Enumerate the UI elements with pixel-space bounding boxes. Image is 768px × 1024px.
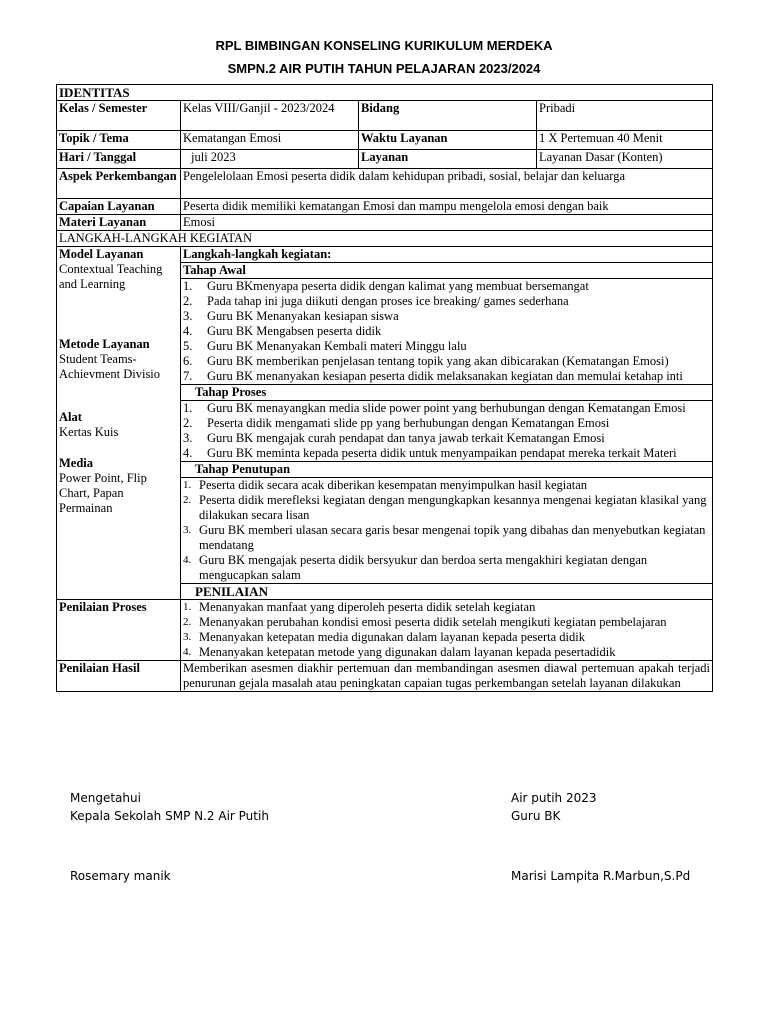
kegiatan-heading: Langkah-langkah kegiatan: (181, 247, 713, 263)
tahap-proses-heading: Tahap Proses (181, 385, 713, 401)
tahap-awal-item-number: 6. (183, 354, 193, 368)
layanan-info-column (57, 247, 181, 600)
kepala-sekolah-title: Kepala Sekolah SMP N.2 Air Putih (70, 809, 269, 823)
kelas-value: Kelas VIII/Ganjil - 2023/2024 (181, 101, 359, 131)
tahap-proses-item-number: 4. (183, 446, 193, 460)
tahap-awal-item-text: Guru BKmenyapa peserta didik dengan kalimat yang membuat bersemangat (207, 279, 589, 293)
tahap-awal-item (183, 339, 710, 354)
document-title-line1: RPL BIMBINGAN KONSELING KURIKULUM MERDEKA (215, 38, 553, 53)
waktu-label: Waktu Layanan (359, 131, 537, 150)
tahap-awal-item (183, 324, 710, 339)
tahap-penutupan-item-text: Peserta didik merefleksi kegiatan dengan mengungkapkan kesannya mengenai kegiatan klasikal yang dilakukan secara lisan (199, 493, 707, 522)
materi-value: Emosi (181, 215, 713, 231)
tahap-penutupan-item-number: 4. (183, 554, 192, 566)
tahap-proses-item-number: 2. (183, 416, 193, 430)
tahap-awal-item-number: 7. (183, 369, 193, 383)
model-label: Model Layanan (59, 247, 144, 261)
tahap-awal-item (183, 279, 710, 294)
penilaian-heading: PENILAIAN (181, 584, 713, 600)
tahap-penutupan-item-text: Guru BK mengajak peserta didik bersyukur dan berdoa serta mengakhiri kegiatan dengan mengucapkan salam (199, 553, 648, 582)
capaian-value: Peserta didik memiliki kematangan Emosi dan mampu mengelola emosi dengan baik (181, 199, 713, 215)
capaian-label: Capaian Layanan (57, 199, 181, 215)
tahap-proses-item-text: Peserta didik mengamati slide pp yang berhubungan dengan Kematangan Emosi (207, 416, 610, 430)
layanan-value: Layanan Dasar (Konten) (537, 150, 713, 169)
tahap-awal-item-text: Guru BK Menanyakan Kembali materi Minggu lalu (207, 339, 467, 353)
langkah-heading: LANGKAH-LANGKAH KEGIATAN (57, 231, 713, 247)
materi-label: Materi Layanan (57, 215, 181, 231)
penilaian-proses-item-number: 2. (183, 616, 192, 628)
topik-value: Kematangan Emosi (181, 131, 359, 150)
guru-bk-name: Marisi Lampita R.Marbun,S.Pd (511, 869, 691, 883)
tahap-proses-item (183, 446, 710, 461)
penilaian-hasil-value: Memberikan asesmen diakhir pertemuan dan membandingan asesmen diawal pertemuan apakah terjadi penurunan gejala masalah atau peningkatan capaian tugas perkembangan setelah layanan dilakukan (181, 661, 713, 692)
mengetahui-text: Mengetahui (70, 791, 141, 805)
media-value: Power Point, Flip Chart, Papan Permainan (59, 471, 147, 515)
topik-label: Topik / Tema (57, 131, 181, 150)
tahap-penutupan-item (183, 553, 710, 583)
place-date-text: Air putih 2023 (511, 791, 597, 805)
tahap-proses-item (183, 401, 710, 416)
tahap-awal-item (183, 369, 710, 384)
alat-value: Kertas Kuis (59, 425, 119, 439)
penilaian-proses-label: Penilaian Proses (57, 600, 181, 661)
penilaian-proses-item-text: Menanyakan manfaat yang diperoleh peserta didik setelah kegiatan (199, 600, 536, 614)
tahap-awal-list (181, 279, 713, 385)
aspek-label: Aspek Perkembangan (57, 169, 181, 199)
tahap-awal-item-number: 2. (183, 294, 193, 308)
tahap-proses-item-number: 1. (183, 401, 193, 415)
metode-value: Student Teams-Achievment Divisio (59, 352, 161, 381)
tahap-penutupan-item-number: 3. (183, 524, 192, 536)
bidang-value: Pribadi (537, 101, 713, 131)
tahap-penutupan-item (183, 523, 710, 553)
tahap-awal-item-text: Guru BK menanyakan kesiapan peserta didik melaksanakan kegiatan dan memulai ketahap inti (207, 369, 683, 383)
tahap-awal-heading: Tahap Awal (181, 263, 713, 279)
kelas-label: Kelas / Semester (57, 101, 181, 131)
aspek-value: Pengelelolaan Emosi peserta didik dalam kehidupan pribadi, sosial, belajar dan keluarga (181, 169, 713, 199)
document-title-line2: SMPN.2 AIR PUTIH TAHUN PELAJARAN 2023/2024 (227, 61, 541, 76)
penilaian-proses-item-number: 4. (183, 646, 192, 658)
tahap-proses-item-text: Guru BK menayangkan media slide power point yang berhubungan dengan Kematangan Emosi (207, 401, 686, 415)
tahap-penutupan-list (181, 478, 713, 584)
tahap-awal-item-number: 5. (183, 339, 193, 353)
tahap-proses-list (181, 401, 713, 462)
penilaian-proses-item-number: 3. (183, 631, 192, 643)
tahap-penutupan-item-text: Peserta didik secara acak diberikan kesempatan menyimpulkan hasil kegiatan (199, 478, 588, 492)
tahap-awal-item-number: 4. (183, 324, 193, 338)
tahap-awal-item-number: 3. (183, 309, 193, 323)
tahap-penutupan-item-text: Guru BK memberi ulasan secara garis besar mengenai topik yang dibahas dan menyebutkan kegiatan mendatang (199, 523, 706, 552)
media-label: Media (59, 456, 94, 470)
penilaian-proses-list (181, 600, 713, 661)
tahap-proses-item (183, 416, 710, 431)
metode-label: Metode Layanan (59, 337, 150, 351)
penilaian-hasil-label: Penilaian Hasil (57, 661, 181, 692)
tahap-proses-item-text: Guru BK mengajak curah pendapat dan tanya jawab terkait Kematangan Emosi (207, 431, 605, 445)
tahap-penutupan-heading: Tahap Penutupan (181, 462, 713, 478)
tahap-proses-item-number: 3. (183, 431, 193, 445)
layanan-label: Layanan (359, 150, 537, 169)
rpl-table (56, 84, 713, 692)
alat-label: Alat (59, 410, 82, 424)
penilaian-proses-item-number: 1. (183, 601, 192, 613)
tahap-awal-item-text: Guru BK Menanyakan kesiapan siswa (207, 309, 399, 323)
penilaian-proses-item (183, 600, 710, 615)
hari-value: juli 2023 (181, 150, 359, 169)
penilaian-proses-item-text: Menanyakan ketepatan media digunakan dalam layanan kepada peserta didik (199, 630, 585, 644)
penilaian-proses-item (183, 630, 710, 645)
tahap-awal-item-text: Guru BK memberikan penjelasan tentang topik yang akan dibicarakan (Kematangan Emosi) (207, 354, 669, 368)
tahap-awal-item-number: 1. (183, 279, 193, 293)
tahap-awal-item-text: Guru BK Mengabsen peserta didik (207, 324, 382, 338)
tahap-penutupan-item-number: 1. (183, 479, 192, 491)
identitas-heading: IDENTITAS (57, 85, 713, 101)
penilaian-proses-item (183, 615, 710, 630)
kepala-sekolah-name: Rosemary manik (70, 869, 171, 883)
tahap-penutupan-item (183, 478, 710, 493)
tahap-penutupan-item (183, 493, 710, 523)
tahap-proses-item-text: Guru BK meminta kepada peserta didik untuk menyampaikan pendapat mereka terkait Materi (207, 446, 677, 460)
guru-bk-title: Guru BK (511, 809, 561, 823)
waktu-value: 1 X Pertemuan 40 Menit (537, 131, 713, 150)
tahap-awal-item (183, 309, 710, 324)
bidang-label: Bidang (359, 101, 537, 131)
tahap-penutupan-item-number: 2. (183, 494, 192, 506)
hari-label: Hari / Tanggal (57, 150, 181, 169)
tahap-proses-item (183, 431, 710, 446)
tahap-awal-item-text: Pada tahap ini juga diikuti dengan proses ice breaking/ games sederhana (207, 294, 569, 308)
penilaian-proses-item-text: Menanyakan ketepatan metode yang digunakan dalam layanan kepada pesertadidik (199, 645, 616, 659)
tahap-awal-item (183, 294, 710, 309)
tahap-awal-item (183, 354, 710, 369)
model-value: Contextual Teaching and Learning (59, 262, 163, 291)
penilaian-proses-item-text: Menanyakan perubahan kondisi emosi peserta didik setelah mengikuti kegiatan pembelajaran (199, 615, 667, 629)
penilaian-proses-item (183, 645, 710, 660)
